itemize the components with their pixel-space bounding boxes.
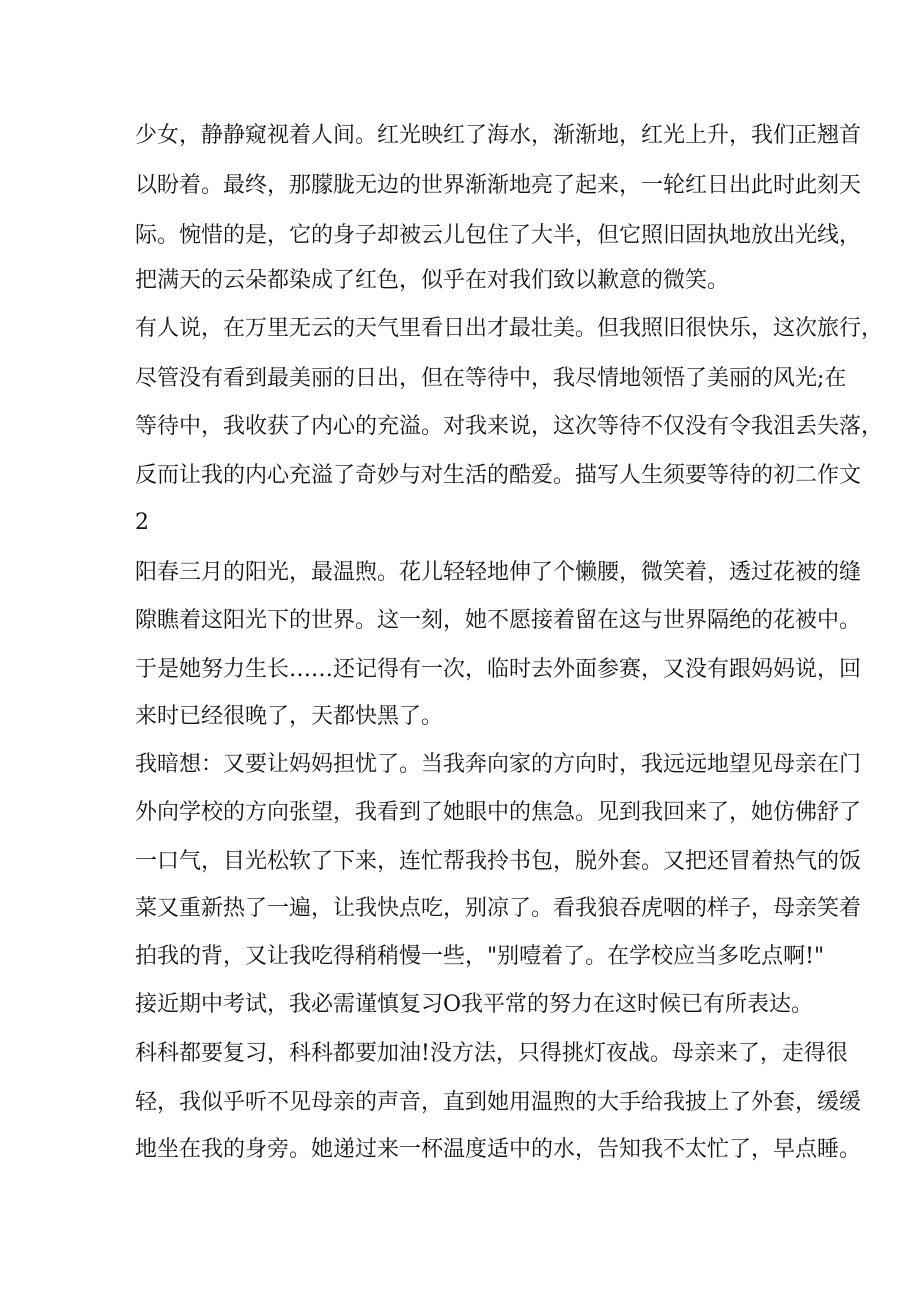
- text-line: 际。惋惜的是，它的身子却被云儿包住了大半，但它照旧固执地放出光线，: [135, 223, 862, 248]
- text-line: 地坐在我的身旁。她递过来一杯温度适中的水，告知我不太忙了，早点睡。: [135, 1137, 862, 1162]
- text-line: 等待中，我收获了内心的充溢。对我来说，这次等待不仅没有令我沮丢失落，: [135, 414, 884, 439]
- text-line: 接近期中考试，我必需谨慎复习O我平常的努力在这时候已有所表达。: [135, 992, 814, 1017]
- text-line: 拍我的背，又让我吃得稍稍慢一些，"别噎着了。在学校应当多吃点啊!": [135, 944, 825, 969]
- text-line: 反而让我的内心充溢了奇妙与对生活的酷爱。描写人生须要等待的初二作文: [135, 463, 862, 488]
- text-line: 来时已经很晚了，天都快黑了。: [135, 704, 444, 729]
- text-line: 尽管没有看到最美丽的日出，但在等待中，我尽情地领悟了美丽的风光;在: [135, 366, 847, 391]
- text-line: 我暗想：又要让妈妈担忧了。当我奔向家的方向时，我远远地望见母亲在门: [135, 752, 862, 777]
- text-line: 轻，我似乎听不见母亲的声音，直到她用温煦的大手给我披上了外套，缓缓: [135, 1090, 862, 1115]
- text-line: 以盼着。最终，那朦胧无边的世界渐渐地亮了起来，一轮红日出此时此刻天: [135, 173, 862, 198]
- text-line: 少女，静静窥视着人间。红光映红了海水，渐渐地，红光上升，我们正翘首: [135, 123, 862, 148]
- text-line: 阳春三月的阳光，最温煦。花儿轻轻地伸了个懒腰，微笑着，透过花被的缝: [135, 560, 862, 585]
- text-line: 科科都要复习，科科都要加油!没方法，只得挑灯夜战。母亲来了，走得很: [135, 1041, 848, 1066]
- text-line: 一口气，目光松软了下来，连忙帮我拎书包，脱外套。又把还冒着热气的饭: [135, 849, 862, 874]
- text-line: 有人说，在万里无云的天气里看日出才最壮美。但我照旧很快乐，这次旅行，: [135, 316, 884, 341]
- text-line: 隙瞧着这阳光下的世界。这一刻，她不愿接着留在这与世界隔绝的花被中。: [135, 608, 862, 633]
- text-line: 2: [135, 510, 149, 535]
- text-line: 菜又重新热了一遍，让我快点吃，别凉了。看我狼吞虎咽的样子，母亲笑着: [135, 896, 862, 921]
- text-line: 把满天的云朵都染成了红色，似乎在对我们致以歉意的微笑。: [135, 268, 730, 293]
- text-line: 于是她努力生长……还记得有一次，临时去外面参赛，又没有跟妈妈说，回: [135, 657, 862, 682]
- text-line: 外向学校的方向张望，我看到了她眼中的焦急。见到我回来了，她仿佛舒了: [135, 800, 862, 825]
